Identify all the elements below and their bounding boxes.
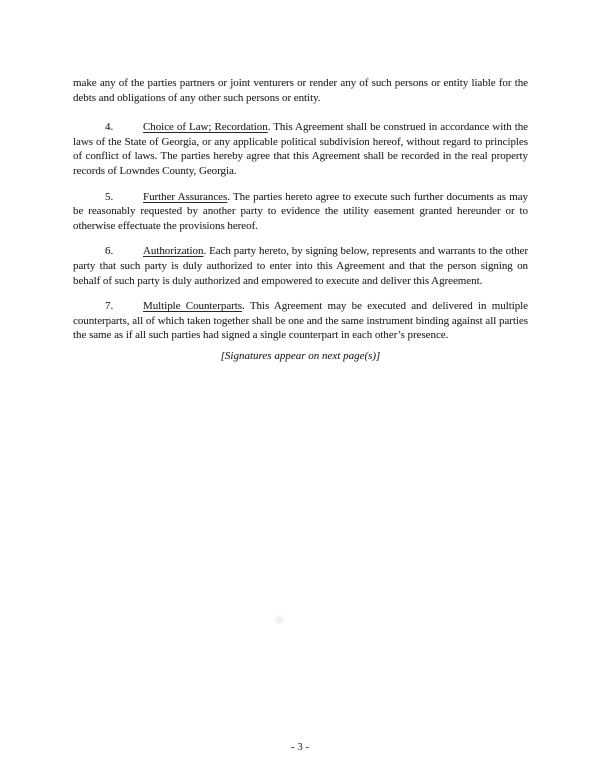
section-6-body: Each party hereto, by signing below, represents and warrants to the other party that such party is duly authorized to enter into this Agreement and that the person signing on behalf of such party is duly authorized and empowered to execute and deliver this Agreement.	[73, 245, 528, 287]
page-number: - 3 -	[290, 741, 310, 753]
section-4-body: This Agreement shall be construed in accordance with the laws of the State of Georgia, or any applicable political subdivision hereof, without regard to principles of conflict of laws. The parties hereby agree that this Agreement shall be recorded in the real property records of Lowndes County, Georgia.	[73, 121, 528, 177]
heading-separator: .	[242, 300, 250, 313]
section-5-body: The parties hereto agree to execute such further documents as may be reasonably requested by another party to evidence the utility easement granted hereunder or to otherwise effectuate the provisions hereof.	[73, 190, 528, 232]
section-4	[73, 120, 528, 178]
section-5-heading: Further Assurances	[143, 190, 228, 203]
section-5	[73, 190, 528, 234]
paragraph-continuation: make any of the parties partners or joint venturers or render any of such persons or entity liable for the debts and obligations of any other such persons or entity.	[73, 77, 528, 104]
signature-placeholder-note: [Signatures appear on next page(s)]	[220, 349, 381, 362]
section-4-heading: Choice of Law; Recordation	[143, 121, 268, 134]
section-6	[73, 244, 528, 288]
section-7-body: This Agreement may be executed and delivered in multiple counterparts, all of which taken together shall be one and the same instrument binding against all parties the same as if all such parties had signed a single counterpart in each other’s presence.	[73, 300, 528, 342]
heading-separator: .	[203, 245, 210, 258]
scan-artifact	[276, 616, 283, 623]
heading-separator: .	[267, 121, 274, 134]
section-6-number: 6.	[105, 245, 114, 258]
section-6-heading: Authorization	[143, 245, 204, 258]
heading-separator: .	[227, 190, 233, 203]
section-4-number: 4.	[105, 121, 114, 134]
section-7-heading: Multiple Counterparts	[143, 300, 243, 313]
section-7-number: 7.	[105, 300, 114, 313]
document-body	[73, 76, 528, 364]
section-7	[73, 299, 528, 343]
section-5-number: 5.	[105, 190, 114, 203]
